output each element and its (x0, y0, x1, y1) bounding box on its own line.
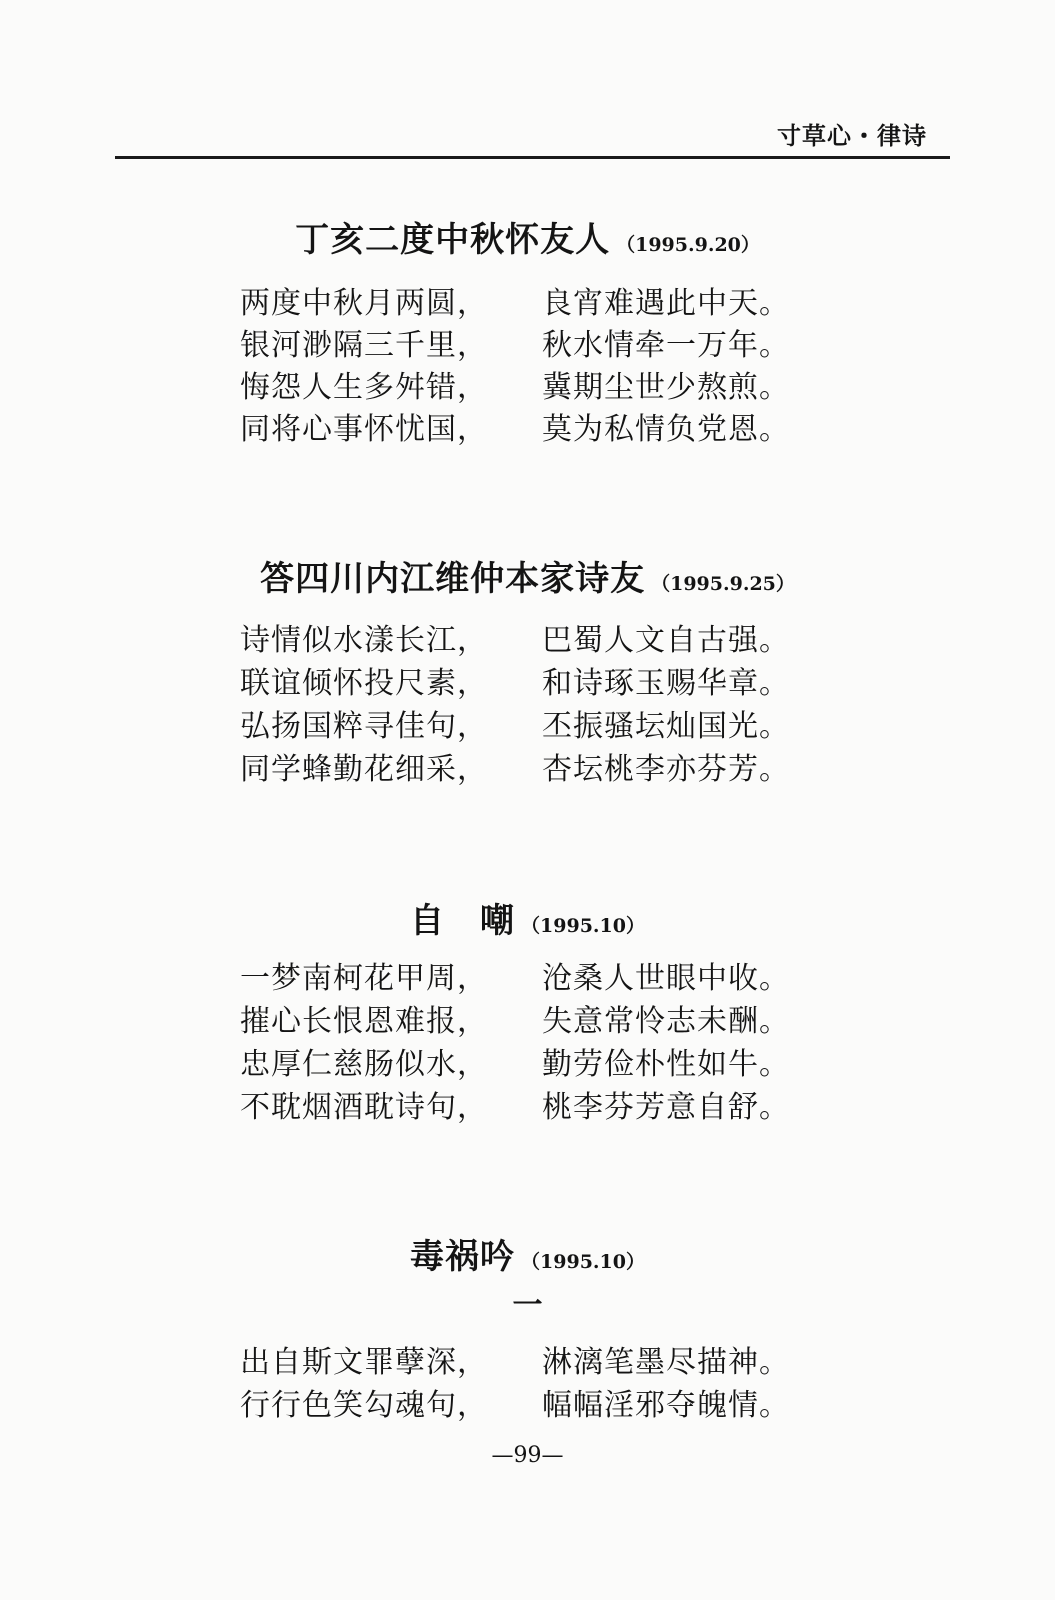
verse-right: 丕振骚坛灿国光。 (542, 709, 790, 744)
verse-line (0, 1082, 1055, 1124)
poem-title-row (0, 212, 1055, 261)
verse-left: 同学蜂勤花细采， (240, 752, 488, 787)
running-header: 寸草心・律诗 (777, 121, 927, 150)
verse-left: 诗情似水漾长江， (240, 623, 488, 658)
header-rule (115, 156, 950, 159)
verse-line (0, 404, 1055, 446)
verse-line (0, 658, 1055, 700)
verse-right: 失意常怜志未酬。 (542, 1004, 790, 1039)
verse-line (0, 744, 1055, 786)
verse-line (0, 278, 1055, 320)
poem-date: （1995.10） (521, 1251, 645, 1273)
poem-date: （1995.9.20） (616, 234, 760, 256)
verse-left: 银河渺隔三千里， (240, 328, 488, 363)
verse-left: 两度中秋月两圆， (240, 286, 488, 321)
poem-title: 丁亥二度中秋怀友人 (295, 220, 611, 260)
verse-line (0, 701, 1055, 743)
verse-left: 行行色笑勾魂句， (240, 1388, 488, 1423)
verse-right: 淋漓笔墨尽描神。 (542, 1345, 790, 1380)
poem-title-row (0, 1229, 1055, 1278)
verse-right: 和诗琢玉赐华章。 (542, 666, 790, 701)
verse-right: 桃李芬芳意自舒。 (542, 1090, 790, 1125)
verse-line (0, 996, 1055, 1038)
verse-right: 冀期尘世少熬煎。 (542, 370, 790, 405)
verse-left: 悔怨人生多舛错， (240, 370, 488, 405)
poem-date: （1995.9.25） (651, 573, 795, 595)
page-number: —99— (491, 1443, 564, 1468)
verse-left: 忠厚仁慈肠似水， (240, 1047, 488, 1082)
poem-title-row (0, 551, 1055, 600)
verse-right: 勤劳俭朴性如牛。 (542, 1047, 790, 1082)
poem-date: （1995.10） (521, 915, 645, 937)
verse-left: 摧心长恨恩难报， (240, 1004, 488, 1039)
verse-right: 幅幅淫邪夺魄情。 (542, 1388, 790, 1423)
verse-left: 联谊倾怀投尺素， (240, 666, 488, 701)
verse-left: 一梦南柯花甲周， (240, 961, 488, 996)
verse-line (0, 320, 1055, 362)
poem-title-row (0, 893, 1055, 942)
verse-right: 沧桑人世眼中收。 (542, 961, 790, 996)
poem-title: 自 嘲 (410, 901, 516, 941)
verse-right: 秋水情牵一万年。 (542, 328, 790, 363)
verse-right: 巴蜀人文自古强。 (542, 623, 790, 658)
poem-part-number: 一 (512, 1288, 543, 1323)
verse-line (0, 615, 1055, 657)
verse-line (0, 362, 1055, 404)
verse-right: 莫为私情负党恩。 (542, 412, 790, 447)
verse-line (0, 1380, 1055, 1422)
poem-title: 毒祸吟 (410, 1237, 516, 1277)
verse-left: 同将心事怀忧国， (240, 412, 488, 447)
verse-right: 良宵难遇此中天。 (542, 286, 790, 321)
verse-left: 出自斯文罪孽深， (240, 1345, 488, 1380)
verse-right: 杏坛桃李亦芬芳。 (542, 752, 790, 787)
verse-left: 弘扬国粹寻佳句， (240, 709, 488, 744)
poem-title: 答四川内江维仲本家诗友 (260, 559, 646, 599)
verse-line (0, 1337, 1055, 1379)
verse-line (0, 1039, 1055, 1081)
verse-line (0, 953, 1055, 995)
verse-left: 不耽烟酒耽诗句， (240, 1090, 488, 1125)
